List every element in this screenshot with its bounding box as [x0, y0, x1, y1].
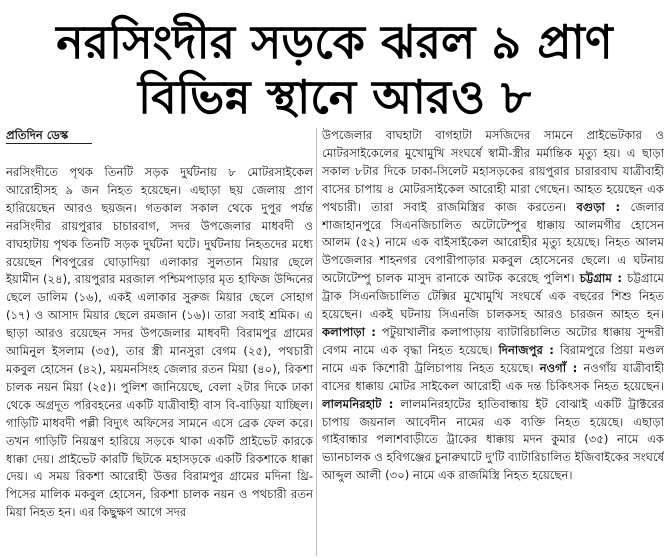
paragraph-naogaon: নওগাঁয় যাত্রীবাহী বাসের ধাক্কায় মোটর সাইকেল আরোহী এক দন্ত চিকিৎসক নিহত হয়েছেন। — [322, 360, 664, 393]
paragraph-bogura: জেলার শাজাহানপুরে সিএনজিচালিত অটোটেম্পুর ধাক্কায় আলমগীর হোসেন আলম (৫২) নামে এক বাইসাইকেল আরোহীর মৃত্যু হয়েছে। নিহত আলম উপজেলার শাহনগর বেপারীপাড়ার মকবুল হোসেনের ছেলে। এ ঘটনায় অটোটেম্পু চালক মাসুদ রানাকে আটক করেছে পুলিশ। — [322, 199, 664, 286]
column-divider — [316, 128, 317, 556]
paragraph-kalapara: পটুয়াখালীর কলাপাড়ায় ব্যাটারিচালিত অটোর ধাক্কায় সুন্দরী বেগম নামে এক বৃদ্ধা নিহত হয়েছে। — [322, 324, 664, 357]
headline-line-2: বিভিন্ন স্থানে আরও ৮ — [138, 70, 531, 124]
paragraph-lalmonirhat: লালমনিরহাটের হাতিবান্ধায় ইট বোঝাই একটি ট্রাক্টরের চাপায় জয়নাল আবেদীন নামের এক ব্যক্তি নিহত হয়েছে। এছাড়া গাইবান্ধার পলাশবাড়ীতে ট্রাকের ধাক্কায় মদন কুমার (৩৫) নামে এক ভ্যানচালক ও হবিগঞ্জের চুনারুঘাটে দু'টি ব্যাটারিচালিত ইজিবাইকের সংঘর্ষে আব্দুল আলী (৩০) নামে এক রাজমিস্ত্রি নিহত হয়েছেন। — [322, 396, 664, 483]
article-right-column — [322, 127, 664, 557]
headline — [0, 0, 669, 124]
article-body-left: নরসিংদীতে পৃথক তিনটি সড়ক দুর্ঘটনায় ৮ মোটরসাইকেল আরোহীসহ ৯ জন নিহত হয়েছেন। এছাড়া ছয় জেলায় প্রাণ হারিয়েছেন আরও ছয়জন। গতকাল সকাল থেকে দুপুর পর্যন্ত নরসিংদীর রায়পুরার চাচারবাগ, সদর উপজেলার মাধবদী ও বাঘহাটায় পৃথক তিনটি সড়ক দুর্ঘটনা ঘটে। দুর্ঘটনায় নিহতদের মধ্যে রয়েছেন শিবপুরের ঘোড়াদিয়া এলাকার সুলতান মিয়ার ছেলে ইয়ামীন (২৪), রায়পুরার মরজাল পশ্চিমপাড়ার মৃত হাফিজ উদ্দিনের ছেলে ডালিম (১৬), একই এলাকার সুরুজ মিয়ার ছেলে সোহাগ (১৭) ও আসাদ মিয়ার ছেলে রমজান (১৬)। তারা সবাই শ্রমিক। এ ছাড়া আরও রয়েছেন সদর উপজেলার মাধবদী বিরামপুর গ্রামের আমিনুল ইসলাম (৩৫), তার স্ত্রী মানসুরা বেগম (২৫), পথচারী মকবুল হোসেন (৪২), ময়মনসিংহ জেলার রতন মিয়া (৪০), রিকশা চালক নয়ন মিয়া (২৫)। পুলিশ জানিয়েছে, বেলা ২টার দিকে ঢাকা থেকে অগ্রদূত পরিবহনের একটি যাত্রীবাহী বাস বি-বাড়িয়া যাচ্ছিল। গাড়িটি মাধবদী পল্লী বিদ্যুৎ অফিসের সামনে এসে ব্রেক ফেল করে। তখন গাড়িটি নিয়ন্ত্রণ হারিয়ে সড়কে থাকা একটি প্রাইভেট কারকে ধাক্কা দেয়। প্রাইভেট কারটি ছিটকে মহাসড়কে একটি রিকশাকে ধাক্কা দেয়। এ সময় রিকশা আরোহী উত্তর বিরামপুর গ্রামের মদিনা থ্রি-পিসের মালিক মকবুল হোসেন, রিকশা চালক নয়ন ও পথচারী রতন মিয়া নিহত হন। এর কিছুক্ষণ আগে সদর — [6, 165, 313, 520]
article-body-right — [322, 127, 664, 485]
dateline-kalapara: কলাপাড়া : — [322, 324, 376, 339]
dateline-chattogram: চট্টগ্রাম : — [579, 271, 623, 286]
paragraph-dinajpur: বিরামপুরে প্রিয়া মণ্ডল নামে এক কিশোরী ট্রলিচাপায় নিহত হয়েছে। — [322, 342, 664, 375]
dateline-naogaon: নওগাঁ : — [539, 360, 578, 375]
dateline-lalmonirhat: লালমনিরহাট : — [322, 396, 394, 411]
headline-line-1: নরসিংদীর সড়কে ঝরল ৯ প্রাণ — [56, 15, 613, 69]
dateline-dinajpur: দিনাজপুর : — [498, 342, 554, 357]
article-left-column — [6, 127, 313, 557]
paragraph-chattogram: চট্টগ্রামে ট্রাক সিএনজিচালিত টেক্সির মুখোমুখি সংঘর্ষে এক বছরের শিশু নিহত হয়েছেন। একই ঘটনায় সিএনজি চালকসহ আরও চারজন আহত হন। — [322, 271, 664, 322]
dateline-bogura: বগুড়া : — [576, 199, 621, 214]
paragraph-baghata: উপজেলার বাঘহাটা বাগহাটা মসজিদের সামনে প্রাইভেটকার ও মোটরসাইকেলের মুখোমুখি সংঘর্ষে স্বামী-স্ত্রীর মর্মান্তিক মৃত্যু হয়। এ ছাড়া সকাল ৮টার দিকে ঢাকা-সিলেট মহাসড়কের রায়পুরার চারারবাঘ যাত্রীবাহী বাসের চাপায় ৪ মোটরসাইকেল আরোহী মারা গেছেন। আহত হয়েছেন এক পথচারী। তারা সবাই রাজমিস্ত্রির কাজ করতেন। — [322, 128, 664, 214]
byline: প্রতিদিন ডেস্ক — [6, 127, 92, 144]
